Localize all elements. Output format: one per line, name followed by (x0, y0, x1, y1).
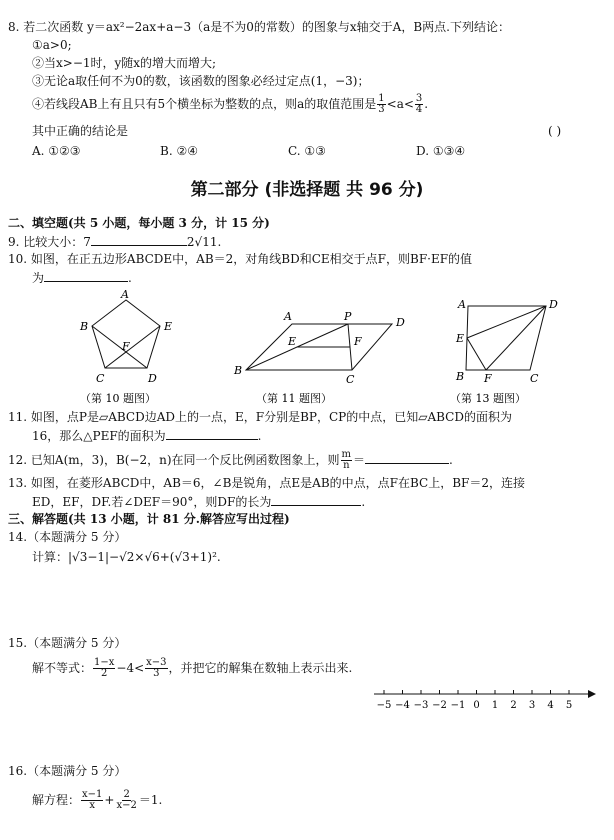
segment-ed (467, 306, 546, 338)
q11-end: . (257, 429, 262, 443)
q16-fraction-1 (81, 790, 103, 811)
q15-fraction-1 (93, 658, 115, 679)
number-line-tick-label: −1 (450, 700, 466, 711)
q14-body: 计算：|√3−1|−√2×√6+(√3+1)². (32, 550, 221, 564)
q16-suffix: ＝1. (138, 793, 163, 807)
f11-label-f: F (354, 335, 362, 348)
q8-s4-f2-num: 3 (415, 93, 423, 104)
q8-statement-3: ③无论a取任何不为0的数，该函数的图象必经过定点(1，−3)； (32, 74, 370, 88)
f13-label-e: E (456, 332, 465, 345)
q12-den: n (343, 460, 350, 471)
q8-s4-fraction-1 (377, 94, 385, 115)
f11-label-d: D (396, 316, 405, 329)
q8-statement-2: ②当x>−1时，y随x的增大而增大; (32, 56, 217, 70)
number-line-tick-label: −5 (376, 700, 392, 711)
q13-line-2 (32, 494, 365, 509)
number-line-tick-label: 2 (510, 700, 517, 711)
number-line-tick-label: 0 (473, 700, 480, 711)
q16-prefix: 解方程： (32, 793, 81, 807)
rhombus-outline (466, 306, 546, 370)
q16-body (32, 790, 162, 811)
q15-f1-den: 2 (101, 668, 108, 679)
q8-s4-f1-num: 1 (378, 93, 385, 104)
f11-label-e: E (288, 335, 297, 348)
q12-text: 12. 已知A(m，3)，B(−2，n)在同一个反比例函数图象上，则 (8, 453, 340, 467)
figure-10-caption: （第 10 题图） (80, 392, 156, 405)
section-3-heading: 三、解答题(共 13 小题，计 81 分.解答应写出过程) (8, 512, 290, 526)
number-line-tick-label: −3 (413, 700, 429, 711)
part2-title: 第二部分 (非选择题 共 96 分) (190, 180, 424, 200)
f10-label-a: A (121, 288, 129, 301)
f11-label-p: P (344, 310, 352, 323)
f10-label-b: B (80, 320, 89, 333)
q11-answer-blank[interactable] (166, 428, 258, 440)
diagonal-bd (92, 326, 147, 368)
q12-end: . (449, 453, 453, 467)
f13-label-b: B (456, 370, 465, 383)
q9-right: 2√11. (186, 235, 222, 249)
q8-statement-4 (32, 94, 428, 115)
q8-stem: 8. 若二次函数 y＝ax²−2ax+a−3（a是不为0的常数）的图象与x轴交于A，B两点.下列结论： (8, 20, 510, 34)
q10-line-2 (32, 270, 132, 285)
q8-option-b: B. ②④ (160, 144, 198, 158)
f13-label-c: C (530, 372, 539, 385)
q8-s4-text: ④若线段AB上有且只有5个横坐标为整数的点，则a的取值范围是 (32, 97, 377, 111)
figure-10-pentagon (92, 300, 160, 368)
f10-label-e: E (164, 320, 173, 333)
q9-left: 9. 比较大小：7 (8, 235, 91, 249)
q9 (8, 234, 221, 249)
q10-answer-blank[interactable] (44, 270, 128, 282)
segment-ef (467, 338, 486, 370)
diagonal-ce (105, 326, 160, 368)
q15-mid: −4< (116, 661, 145, 675)
number-line-tick-label: 4 (547, 700, 554, 711)
q13-line-1: 13. 如图，在菱形ABCD中，AB＝6，∠B是锐角，点E是AB的中点，点F在BC上，BF＝2，连接 (8, 476, 525, 490)
q8-s4-end: . (424, 97, 429, 111)
number-line-tick-label: −4 (395, 700, 410, 711)
q16-plus: + (104, 793, 115, 807)
q8-answer-paren: ( ) (548, 124, 562, 138)
f11-label-a: A (284, 310, 292, 323)
segment-df (486, 306, 546, 370)
q14-heading: 14.（本题满分 5 分） (8, 530, 127, 544)
q16-fraction-2 (115, 790, 137, 811)
q8-option-d: D. ①③④ (416, 144, 466, 158)
q13-end: . (361, 495, 366, 509)
f13-label-a: A (458, 298, 466, 311)
f11-label-b: B (234, 364, 243, 377)
number-line-tick-label: 5 (565, 700, 573, 711)
number-line-tick-label: −2 (432, 700, 447, 711)
q8-statement-1: ①a>0; (32, 38, 72, 52)
figure-13-rhombus (466, 306, 546, 370)
q8-s4-mid: <a< (386, 97, 414, 111)
q12-num: m (341, 449, 352, 460)
q10-prefix: 为 (32, 271, 45, 285)
figure-11-caption: （第 11 题图） (256, 392, 332, 405)
section-2-heading: 二、填空题(共 5 小题，每小题 3 分，计 15 分) (8, 216, 270, 230)
number-line-tick-label: 3 (528, 700, 536, 711)
q16-heading: 16.（本题满分 5 分） (8, 764, 127, 778)
number-line (360, 686, 600, 716)
q15-body (32, 658, 352, 679)
f10-label-f: F (122, 340, 130, 353)
q12-fraction (341, 450, 352, 471)
q8-ask: 其中正确的结论是 (32, 124, 129, 138)
q8-option-a: A. ①②③ (32, 144, 81, 158)
q12-eq: ＝ (353, 453, 366, 467)
f10-label-c: C (96, 372, 105, 385)
q8-s4-fraction-2 (415, 94, 423, 115)
q15-suffix: ，并把它的解集在数轴上表示出来. (168, 661, 353, 675)
q16-f2-den: x−2 (116, 800, 137, 811)
f13-label-d: D (549, 298, 558, 311)
q12 (8, 450, 453, 471)
q11-line-1: 11. 如图，点P是▱ABCD边AD上的一点，E，F分别是BP，CP的中点，已知▱ABCD的面积为 (8, 410, 512, 424)
q11-line-2 (32, 428, 262, 443)
number-line-tick-label: 1 (491, 700, 499, 711)
q10-line-1: 10. 如图，在正五边形ABCDE中，AB＝2，对角线BD和CE相交于点F，则BF·EF的值 (8, 252, 473, 266)
figure-11-parallelogram (246, 324, 392, 370)
q16-f1-den: x (89, 800, 96, 811)
q8-s4-f1-den: 3 (378, 104, 385, 115)
q13-prefix: ED，EF，DF.若∠DEF＝90°，则DF的长为 (32, 495, 272, 509)
q13-answer-blank[interactable] (271, 494, 361, 506)
q15-fraction-2 (145, 658, 167, 679)
q16-f1-num: x−1 (82, 789, 103, 800)
q15-prefix: 解不等式： (32, 661, 93, 675)
f10-label-d: D (148, 372, 157, 385)
q12-answer-blank[interactable] (365, 452, 449, 464)
q8-option-c: C. ①③ (288, 144, 326, 158)
number-line-arrow-icon (588, 690, 596, 698)
q16-f2-num: 2 (123, 789, 130, 800)
q15-f2-den: 3 (153, 668, 160, 679)
q10-end: . (128, 271, 132, 285)
q15-f1-num: 1−x (94, 657, 115, 668)
f13-label-f: F (484, 372, 492, 385)
q9-answer-blank[interactable] (91, 234, 187, 246)
q8-s4-f2-den: 4 (415, 104, 423, 115)
q11-prefix: 16，那么△PEF的面积为 (32, 429, 166, 443)
figures-row (0, 288, 614, 408)
f11-label-c: C (346, 373, 355, 386)
q15-f2-num: x−3 (146, 657, 167, 668)
q15-heading: 15.（本题满分 5 分） (8, 636, 127, 650)
figure-13-caption: （第 13 题图） (450, 392, 526, 405)
